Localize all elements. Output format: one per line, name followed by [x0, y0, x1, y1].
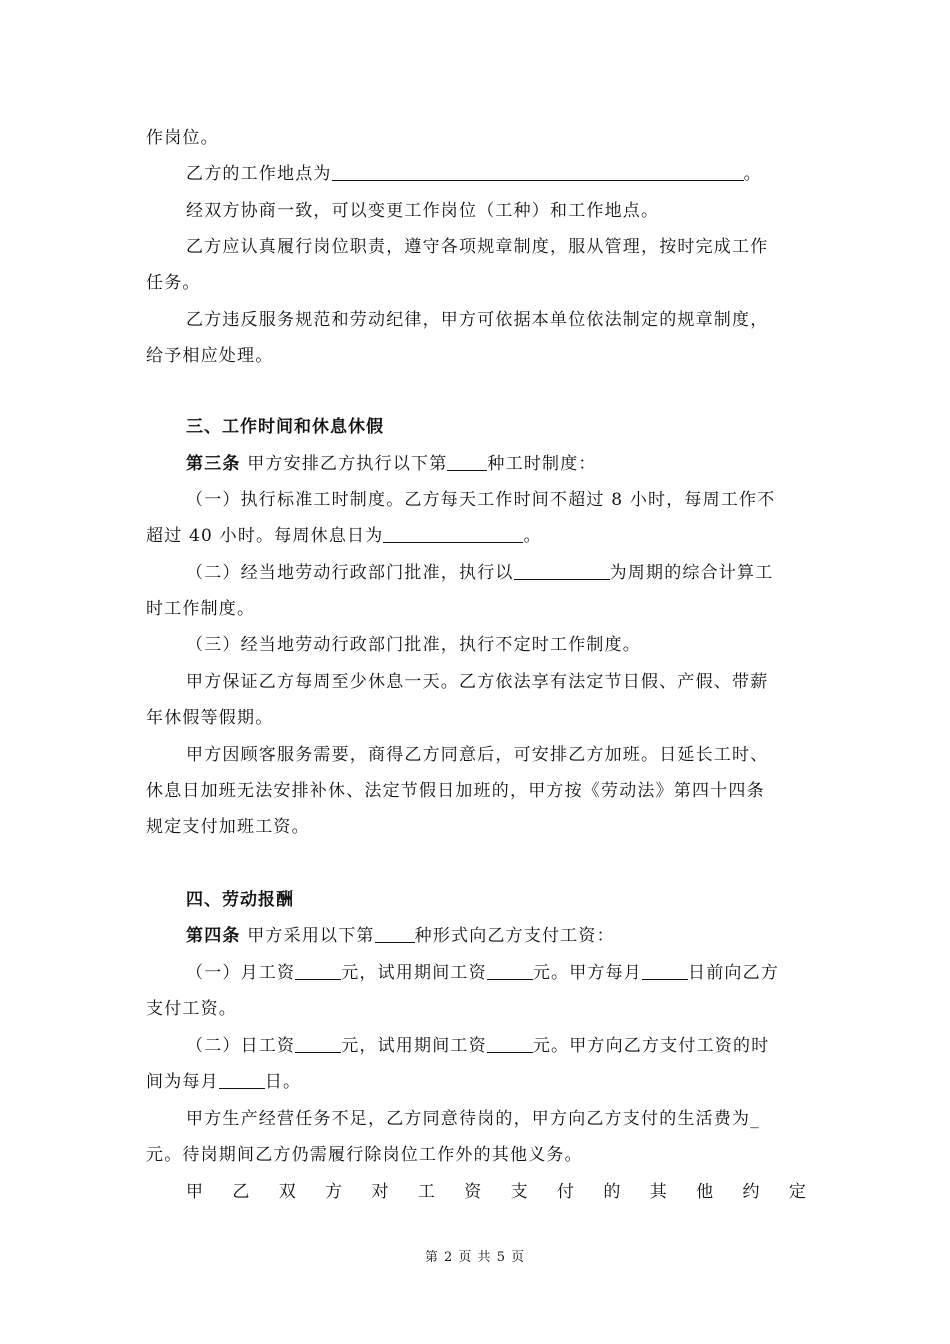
paragraph-line: 年休假等假期。 — [146, 708, 274, 728]
monthly-wage-blank[interactable] — [295, 961, 341, 980]
cycle-blank[interactable] — [514, 561, 610, 580]
section-heading-4: 四、劳动报酬 — [186, 890, 294, 910]
daily-wage-blank[interactable] — [295, 1034, 341, 1053]
daily-wage-line: （二）日工资 元，试用期间工资 元。甲方向乙方支付工资的时 — [186, 1036, 770, 1056]
daily-probation-wage-blank[interactable] — [487, 1034, 533, 1053]
paragraph-line: 甲方生产经营任务不足，乙方同意待岗的，甲方向乙方支付的生活费为_ — [186, 1109, 760, 1129]
rest-day-blank[interactable] — [383, 524, 523, 543]
other-agreement-line: 甲 乙 双 方 对 工 资 支 付 的 其 他 约 定 — [186, 1182, 806, 1202]
paragraph-line: 甲方保证乙方每周至少休息一天。乙方依法享有法定节日假、产假、带薪 — [186, 672, 769, 692]
article-3-label: 第三条 — [186, 454, 241, 474]
work-location-blank[interactable] — [332, 162, 744, 181]
paragraph-line: 乙方违反服务规范和劳动纪律，甲方可依据本单位依法制定的规章制度， — [186, 310, 769, 330]
monthly-pay-date-blank[interactable] — [219, 1070, 265, 1089]
paragraph-line: 时工作制度。 — [146, 599, 256, 619]
pay-day-blank[interactable] — [642, 961, 688, 980]
pay-date-line: 间为每月 日。 — [146, 1072, 302, 1092]
paragraph-line: 休息日加班无法安排补休、法定节假日加班的，甲方按《劳动法》第四十四条 — [146, 781, 765, 801]
paragraph-line: 规定支付加班工资。 — [146, 817, 310, 837]
article-3-line: 第三条 甲方安排乙方执行以下第 种工时制度： — [186, 454, 597, 474]
paragraph-line: 经双方协商一致，可以变更工作岗位（工种）和工作地点。 — [186, 201, 660, 221]
paragraph-line: （三）经当地劳动行政部门批准，执行不定时工作制度。 — [186, 635, 641, 655]
work-location-line: 乙方的工作地点为 。 — [186, 164, 762, 184]
paragraph-line: 乙方应认真履行岗位职责，遵守各项规章制度，服从管理，按时完成工作 — [186, 237, 769, 257]
paragraph-line: 任务。 — [146, 273, 201, 293]
article-4-line: 第四条 甲方采用以下第 种形式向乙方支付工资： — [186, 926, 615, 946]
probation-wage-blank[interactable] — [487, 961, 533, 980]
monthly-wage-line: （一）月工资 元，试用期间工资 元。甲方每月 日前向乙方 — [186, 963, 780, 983]
hour-system-blank[interactable] — [447, 452, 487, 471]
pay-form-blank[interactable] — [375, 924, 415, 943]
paragraph-line: 元。待岗期间乙方仍需履行除岗位工作外的其他义务。 — [146, 1145, 583, 1165]
cycle-line: （二）经当地劳动行政部门批准，执行以 为周期的综合计算工 — [186, 563, 774, 583]
paragraph-line: 甲方因顾客服务需要，商得乙方同意后，可安排乙方加班。日延长工时、 — [186, 745, 769, 765]
paragraph-line: 作岗位。 — [146, 128, 219, 148]
paragraph-line: 给予相应处理。 — [146, 346, 274, 366]
paragraph-line: 支付工资。 — [146, 999, 237, 1019]
section-heading-3: 三、工作时间和休息休假 — [186, 417, 384, 437]
paragraph-line: （一）执行标准工时制度。乙方每天工作时间不超过 8 小时，每周工作不 — [186, 490, 776, 510]
rest-day-line: 超过 40 小时。每周休息日为 。 — [146, 526, 542, 546]
page-number-footer: 第 2 页 共 5 页 — [424, 1250, 526, 1265]
article-4-label: 第四条 — [186, 926, 241, 946]
